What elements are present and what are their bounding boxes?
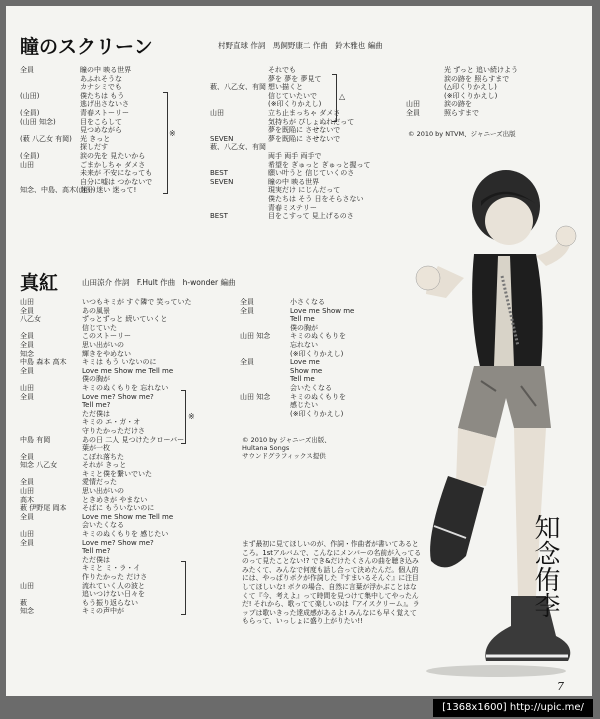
lyric-text xyxy=(268,143,400,152)
lyrics-bracket xyxy=(163,92,168,194)
lyric-text: 願い叶うと 信じていくのさ xyxy=(268,169,355,178)
singer-label xyxy=(240,350,290,359)
lyric-line xyxy=(240,384,390,393)
singer-label xyxy=(20,169,80,178)
lyric-text: ときめきが やまない xyxy=(82,495,148,504)
singer-label xyxy=(20,410,82,419)
singer-label: 全員 xyxy=(20,392,34,401)
lyrics-bracket xyxy=(181,561,186,615)
singer-label xyxy=(20,126,80,135)
lyric-line xyxy=(20,410,230,419)
singer-label: 知念、中島、高木(山田) xyxy=(20,186,96,195)
singer-label: 薮、八乙女、有岡 xyxy=(210,83,266,92)
singer-label: 知念 xyxy=(20,349,34,358)
asterisk-mark: ※ xyxy=(188,412,195,421)
lyric-line xyxy=(20,599,230,608)
lyric-line xyxy=(20,186,170,195)
lyric-text: 作りたかった だけさ xyxy=(82,573,148,581)
singer-label: 全員 xyxy=(20,340,34,349)
lyric-text: 光 きっと xyxy=(80,134,111,143)
singer-label xyxy=(240,341,290,350)
singer-label xyxy=(20,521,82,530)
singer-label: 知念 八乙女 xyxy=(20,461,58,470)
lyric-text: キミの声中が xyxy=(82,607,124,616)
singer-label: 中島 森本 高木 xyxy=(20,358,67,367)
lyric-line xyxy=(20,66,170,75)
lyric-text: 両手 両手 両手で xyxy=(268,151,322,160)
singer-label xyxy=(240,375,290,384)
singer-label xyxy=(240,315,290,324)
lyric-text: 希望を ぎゅっと ぎゅっと握って xyxy=(268,160,371,169)
singer-label: 全員 xyxy=(20,66,34,74)
singer-label: 山田 xyxy=(20,581,34,590)
singer-label: (全員) xyxy=(20,108,40,117)
singer-label: 全員 xyxy=(240,298,254,306)
lyric-line xyxy=(210,212,400,221)
singer-label: 山田 xyxy=(20,160,34,169)
singer-label: 全員 xyxy=(20,366,34,375)
lyric-text: (△印くりかえし) xyxy=(444,83,497,92)
lyrics-bracket xyxy=(332,74,337,122)
lyric-text: キミと僕を繋いでいた xyxy=(82,469,152,478)
lyric-text: 未来が 不安になっても xyxy=(80,169,153,178)
lyric-text: キミは もう いないのに xyxy=(82,358,157,367)
lyric-line xyxy=(406,75,586,84)
lyric-line xyxy=(20,513,230,522)
lyric-text: キミの エ・ガ・オ xyxy=(82,418,141,427)
asterisk-mark: ※ xyxy=(169,129,176,138)
singer-label: 全員 xyxy=(20,538,34,547)
singer-label xyxy=(240,401,290,410)
lyric-line xyxy=(20,143,170,152)
lyric-line xyxy=(210,83,400,92)
singer-label: 中島 有岡 xyxy=(20,435,51,444)
singer-label xyxy=(210,152,268,161)
lyric-line xyxy=(240,393,390,402)
song-credits: 村野直球 作詞 馬飼野康二 作曲 鈴木雅也 編曲 xyxy=(218,41,383,50)
lyric-line xyxy=(20,315,230,324)
lyric-line xyxy=(20,564,230,573)
lyrics-column xyxy=(240,298,390,418)
singer-label xyxy=(406,83,444,92)
lyric-text: 現実だけ にじんだって xyxy=(268,186,341,195)
lyric-text: 思い出がいの xyxy=(82,340,124,349)
lyric-line xyxy=(20,118,170,127)
lyric-line xyxy=(20,427,230,436)
lyric-line xyxy=(240,401,390,410)
singer-label: 山田 xyxy=(20,530,34,539)
singer-label xyxy=(210,204,268,213)
magazine-page xyxy=(6,6,592,696)
lyric-text: 信じていたいで xyxy=(268,91,317,100)
lyric-line xyxy=(20,436,230,445)
lyric-text: Love me? Show me? xyxy=(82,538,154,547)
singer-label xyxy=(210,66,268,75)
lyric-text: 守りたかっただけさ xyxy=(82,426,145,435)
lyric-line xyxy=(210,161,400,170)
lyric-line xyxy=(406,100,586,109)
singer-label: 山田 xyxy=(20,487,34,496)
singer-label xyxy=(20,83,80,92)
lyric-line xyxy=(20,126,170,135)
lyric-text: 忘れない xyxy=(290,340,318,349)
lyric-line xyxy=(20,590,230,599)
footer-watermark: [1368x1600] http://upic.me/ xyxy=(433,699,593,717)
copyright: サウンドグラフィックス提供 xyxy=(242,452,326,460)
lyric-text: 涙の先を 見たいから xyxy=(80,151,146,160)
lyric-line xyxy=(20,444,230,453)
lyric-line xyxy=(20,350,230,359)
lyric-text: Love me Show me Tell me xyxy=(82,366,174,375)
lyric-text: 迷い 迷い 迷って! xyxy=(80,186,137,195)
lyric-line xyxy=(20,161,170,170)
singer-label xyxy=(210,126,268,135)
lyric-text: 輝きをやめない xyxy=(82,349,131,358)
lyric-text: Show me xyxy=(290,366,323,375)
lyric-line xyxy=(406,66,586,75)
lyric-line xyxy=(210,118,400,127)
singer-label xyxy=(20,547,82,556)
lyric-text: もう振り返らない xyxy=(82,598,138,607)
singer-label: 全員 xyxy=(20,512,34,521)
singer-label xyxy=(210,186,268,195)
lyric-line xyxy=(20,169,170,178)
lyric-text: それでも xyxy=(268,66,296,74)
lyric-text: 瞳の中 映る世界 xyxy=(80,66,132,74)
singer-label xyxy=(210,92,268,101)
singer-label: 山田 xyxy=(20,383,34,392)
lyric-text: Love me Show me Tell me xyxy=(82,512,174,521)
lyric-text: キミのぬくもりを xyxy=(290,332,346,341)
lyric-line xyxy=(20,375,230,384)
lyrics-column xyxy=(20,66,170,195)
lyric-line xyxy=(20,367,230,376)
singer-label: 八乙女 xyxy=(20,315,41,324)
lyric-text: Tell me xyxy=(290,315,315,324)
lyric-text: 会いたくなる xyxy=(82,521,124,530)
lyric-line xyxy=(20,478,230,487)
lyric-text: 光 ずっと 追い続けよう xyxy=(444,66,519,74)
lyric-line xyxy=(20,341,230,350)
lyric-text: 僕の胸が xyxy=(290,323,318,332)
singer-label xyxy=(210,161,268,170)
singer-label: 薮 xyxy=(20,598,27,607)
lyric-text: ただ僕は xyxy=(82,555,110,564)
lyric-line xyxy=(210,186,400,195)
singer-label xyxy=(20,100,80,109)
lyric-line xyxy=(240,367,390,376)
singer-label xyxy=(20,556,82,565)
lyric-text: 瞳の中 映る世界 xyxy=(268,177,320,186)
singer-label xyxy=(20,375,82,384)
lyric-text: キミのぬくもりを xyxy=(290,392,346,401)
singer-label: 知念 xyxy=(20,607,34,616)
lyric-line xyxy=(20,332,230,341)
lyric-line xyxy=(20,298,230,307)
lyric-text: キミのぬくもりを 忘れない xyxy=(82,383,169,392)
lyric-line xyxy=(240,332,390,341)
singer-label: 全員 xyxy=(406,108,420,117)
singer-label: BEST xyxy=(210,169,228,178)
lyric-line xyxy=(20,496,230,505)
lyric-text: ただ僕は xyxy=(82,409,110,418)
singer-label: 山田 xyxy=(20,298,34,306)
song-title-hitomi-no-screen: 瞳のスクリーン xyxy=(20,36,153,58)
singer-label xyxy=(20,418,82,427)
lyric-line xyxy=(20,607,230,616)
lyric-line xyxy=(20,539,230,548)
lyric-line xyxy=(210,204,400,213)
lyric-text: 自分に嘘は つかないで xyxy=(80,177,153,186)
singer-label: 全員 xyxy=(20,306,34,315)
lyric-line xyxy=(240,410,390,419)
singer-label xyxy=(240,384,290,393)
lyric-text: Tell me xyxy=(290,375,315,384)
singer-label xyxy=(210,75,268,84)
lyric-text: キミと ミ・ラ・イ xyxy=(82,564,141,573)
lyric-line xyxy=(20,582,230,591)
lyric-text: ごまかしちゃ ダメさ xyxy=(80,160,146,169)
lyric-line xyxy=(210,169,400,178)
singer-label: 全員 xyxy=(20,332,34,341)
lyric-line xyxy=(20,401,230,410)
lyric-line xyxy=(406,109,586,118)
lyric-text: このストーリー xyxy=(82,332,131,341)
singer-label: (全員) xyxy=(20,151,40,160)
lyric-text: あの風景 xyxy=(82,306,110,315)
lyric-line xyxy=(20,521,230,530)
singer-label xyxy=(20,444,82,453)
lyric-line xyxy=(20,307,230,316)
song-credits: 山田涼介 作詞 F.Hult 作曲 h-wonder 編曲 xyxy=(82,278,236,287)
singer-label: 山田 知念 xyxy=(240,392,271,401)
member-name: 知念侑李 xyxy=(530,514,560,618)
copyright: © 2010 by ジャニーズ出版、 xyxy=(242,436,331,444)
singer-label: BEST xyxy=(210,212,228,221)
lyric-line xyxy=(210,126,400,135)
lyric-text: 青春ストーリー xyxy=(80,108,129,117)
singer-label: 山田 知念 xyxy=(240,332,271,341)
lyric-line xyxy=(20,418,230,427)
singer-label: (薮 八乙女 有岡) xyxy=(20,134,72,143)
lyric-line xyxy=(240,375,390,384)
lyric-text: Love me Show me xyxy=(290,306,355,315)
lyric-line xyxy=(20,109,170,118)
lyric-text: 思い出がいの xyxy=(82,487,124,496)
lyric-line xyxy=(240,298,390,307)
lyric-line xyxy=(240,307,390,316)
copyright: © 2010 by NTVM、ジャニーズ出版 xyxy=(408,130,516,138)
lyric-text: 僕たちは そう 日をそらさない xyxy=(268,194,364,203)
lyric-text: Tell me? xyxy=(82,547,111,556)
lyric-text: 想い描くと xyxy=(268,83,303,92)
lyric-text: あの日 二人 見つけたクローバー xyxy=(82,435,185,444)
singer-label xyxy=(240,410,290,419)
lyric-text: 涙の跡を 照らすまで xyxy=(444,74,510,83)
lyric-line xyxy=(20,358,230,367)
singer-label: 山田 xyxy=(406,100,420,109)
lyric-line xyxy=(20,573,230,582)
lyric-text: 青春ミステリー xyxy=(268,203,317,212)
song-title-shinku: 真紅 xyxy=(20,272,59,294)
lyric-text: 葉が一枚 xyxy=(82,444,110,453)
singer-label xyxy=(20,75,80,84)
lyric-text: いつもキミが すぐ隣で 笑っていた xyxy=(82,298,192,306)
lyric-text: 立ち止まっちゃ ダメさ xyxy=(268,108,341,117)
lyric-text: 信じていた xyxy=(82,323,117,332)
singer-label xyxy=(20,143,80,152)
lyric-line xyxy=(20,83,170,92)
lyrics-column xyxy=(20,298,230,616)
lyric-text: 感じたい xyxy=(290,401,318,410)
singer-label: 薮、八乙女、有岡 xyxy=(210,143,266,152)
lyric-line xyxy=(20,470,230,479)
lyric-line xyxy=(20,152,170,161)
lyric-text: 夢を 夢を 夢見て xyxy=(268,74,322,83)
lyric-text: 追いつけない日々を xyxy=(82,590,145,599)
lyric-text: 気持ちが ぴしょぬれだって xyxy=(268,117,355,126)
lyric-line xyxy=(210,195,400,204)
lyric-line xyxy=(406,83,586,92)
lyric-text: Tell me? xyxy=(82,401,111,410)
lyric-text: (※印くりかえし) xyxy=(268,100,322,109)
lyric-text: 夢を既陥に させないで xyxy=(268,134,341,143)
lyric-text: 探しだす xyxy=(80,143,108,152)
lyric-text: それが きっと xyxy=(82,461,127,470)
lyric-line xyxy=(406,92,586,101)
lyric-line xyxy=(240,341,390,350)
lyric-text: Love me xyxy=(290,358,320,367)
lyric-line xyxy=(240,350,390,359)
lyric-line xyxy=(240,358,390,367)
lyrics-column xyxy=(406,66,586,118)
lyric-text: キミのぬくもりを 感じたい xyxy=(82,530,169,539)
singer-label: 高木 xyxy=(20,495,34,504)
triangle-mark: △ xyxy=(339,92,346,101)
lyric-line xyxy=(210,152,400,161)
singer-label xyxy=(406,66,444,75)
lyric-text: 照らすまで xyxy=(444,108,479,117)
lyric-text: 会いたくなる xyxy=(290,383,332,392)
lyric-line xyxy=(20,75,170,84)
lyric-text: 見つめながら xyxy=(80,126,122,135)
singer-label xyxy=(20,427,82,436)
page-number: 7 xyxy=(557,680,564,693)
lyric-text: (※印くりかえし) xyxy=(290,409,344,418)
lyric-line xyxy=(210,143,400,152)
singer-label: 山田 xyxy=(210,108,224,117)
lyric-text: そばに もういないのに xyxy=(82,504,155,513)
copyright: Hultana Songs xyxy=(242,444,290,452)
lyric-line xyxy=(20,556,230,565)
lyric-text: Love me? Show me? xyxy=(82,392,154,401)
lyric-text: 目をこらして xyxy=(80,117,122,126)
lyric-text: ずっとずっと 続いていくと xyxy=(82,315,168,324)
lyric-line xyxy=(20,384,230,393)
lyrics-column xyxy=(210,66,400,221)
lyric-text: 愛情だった xyxy=(82,478,117,487)
lyric-line xyxy=(210,66,400,75)
lyric-line xyxy=(20,100,170,109)
lyric-line xyxy=(20,504,230,513)
singer-label xyxy=(240,367,290,376)
lyric-line xyxy=(20,324,230,333)
lyric-line xyxy=(20,487,230,496)
lyric-text: カナシミでも xyxy=(80,83,122,92)
singer-label: 全員 xyxy=(240,358,254,367)
lyric-line xyxy=(240,315,390,324)
lyric-line xyxy=(210,100,400,109)
lyric-text: (※印くりかえし) xyxy=(290,349,344,358)
singer-label xyxy=(20,564,82,573)
singer-label xyxy=(20,401,82,410)
lyric-line xyxy=(210,109,400,118)
lyric-text: 僕たちは もう xyxy=(80,91,125,100)
lyrics-bracket xyxy=(181,390,186,444)
lyric-text: 涙の跡を xyxy=(444,100,472,109)
singer-label: SEVEN xyxy=(210,177,234,186)
lyric-line xyxy=(20,393,230,402)
singer-label xyxy=(406,75,444,84)
lyric-text: 夢を既陥に させないで xyxy=(268,126,341,135)
singer-label: 全員 xyxy=(240,306,254,315)
singer-label xyxy=(20,573,82,582)
singer-label: SEVEN xyxy=(210,134,234,143)
lyric-line xyxy=(20,530,230,539)
singer-label xyxy=(210,195,268,204)
lyric-line xyxy=(210,75,400,84)
lyric-text: こぼれ落ちた xyxy=(82,452,124,461)
lyric-text: 小さくなる xyxy=(290,298,325,306)
lyric-line xyxy=(20,461,230,470)
singer-label xyxy=(210,118,268,127)
singer-label: 薮 伊野尾 岡本 xyxy=(20,504,67,513)
singer-label: 全員 xyxy=(20,452,34,461)
lyric-text: 流れていく人の波と xyxy=(82,581,145,590)
singer-label xyxy=(20,590,82,599)
lyric-text: 目をこすって 見上げるのさ xyxy=(268,212,354,221)
lyric-line xyxy=(20,547,230,556)
lyric-text: 逃げ出さないさ xyxy=(80,100,129,109)
singer-label: (山田 知念) xyxy=(20,117,56,126)
lyric-line xyxy=(20,453,230,462)
lyric-text: 僕の胸が xyxy=(82,375,110,384)
interview-text: まず最初に見てほしいのが、作詞・作曲者が書いてあるところ。1stアルバムで、こんなにメンバーの名前が入ってるのって見たことない!? でき&だけたくさんの曲を聴き込みみたくて、みんなで何度も話し合って決めたんだ。個人的には、やっぱりボクが作詞した『すまいるそんぐ』に注目してほしいな! ボクの場合、自然に言葉が浮かぶことはなくて『今、考えよ』って時間を見つけて集中してやったんだ! それから、歌ってて楽しいのは『アイスクリーム』。ラップは歌いきった達成感があるよ! みんなにも早く覚えてもらって、いっしょに盛り上がりたい!! xyxy=(242,540,422,626)
singer-label: 全員 xyxy=(20,478,34,487)
singer-label xyxy=(210,100,268,109)
lyric-text: (※印くりかえし) xyxy=(444,91,498,100)
lyric-text: あふれそうな xyxy=(80,74,122,83)
singer-label: (山田) xyxy=(20,91,40,100)
